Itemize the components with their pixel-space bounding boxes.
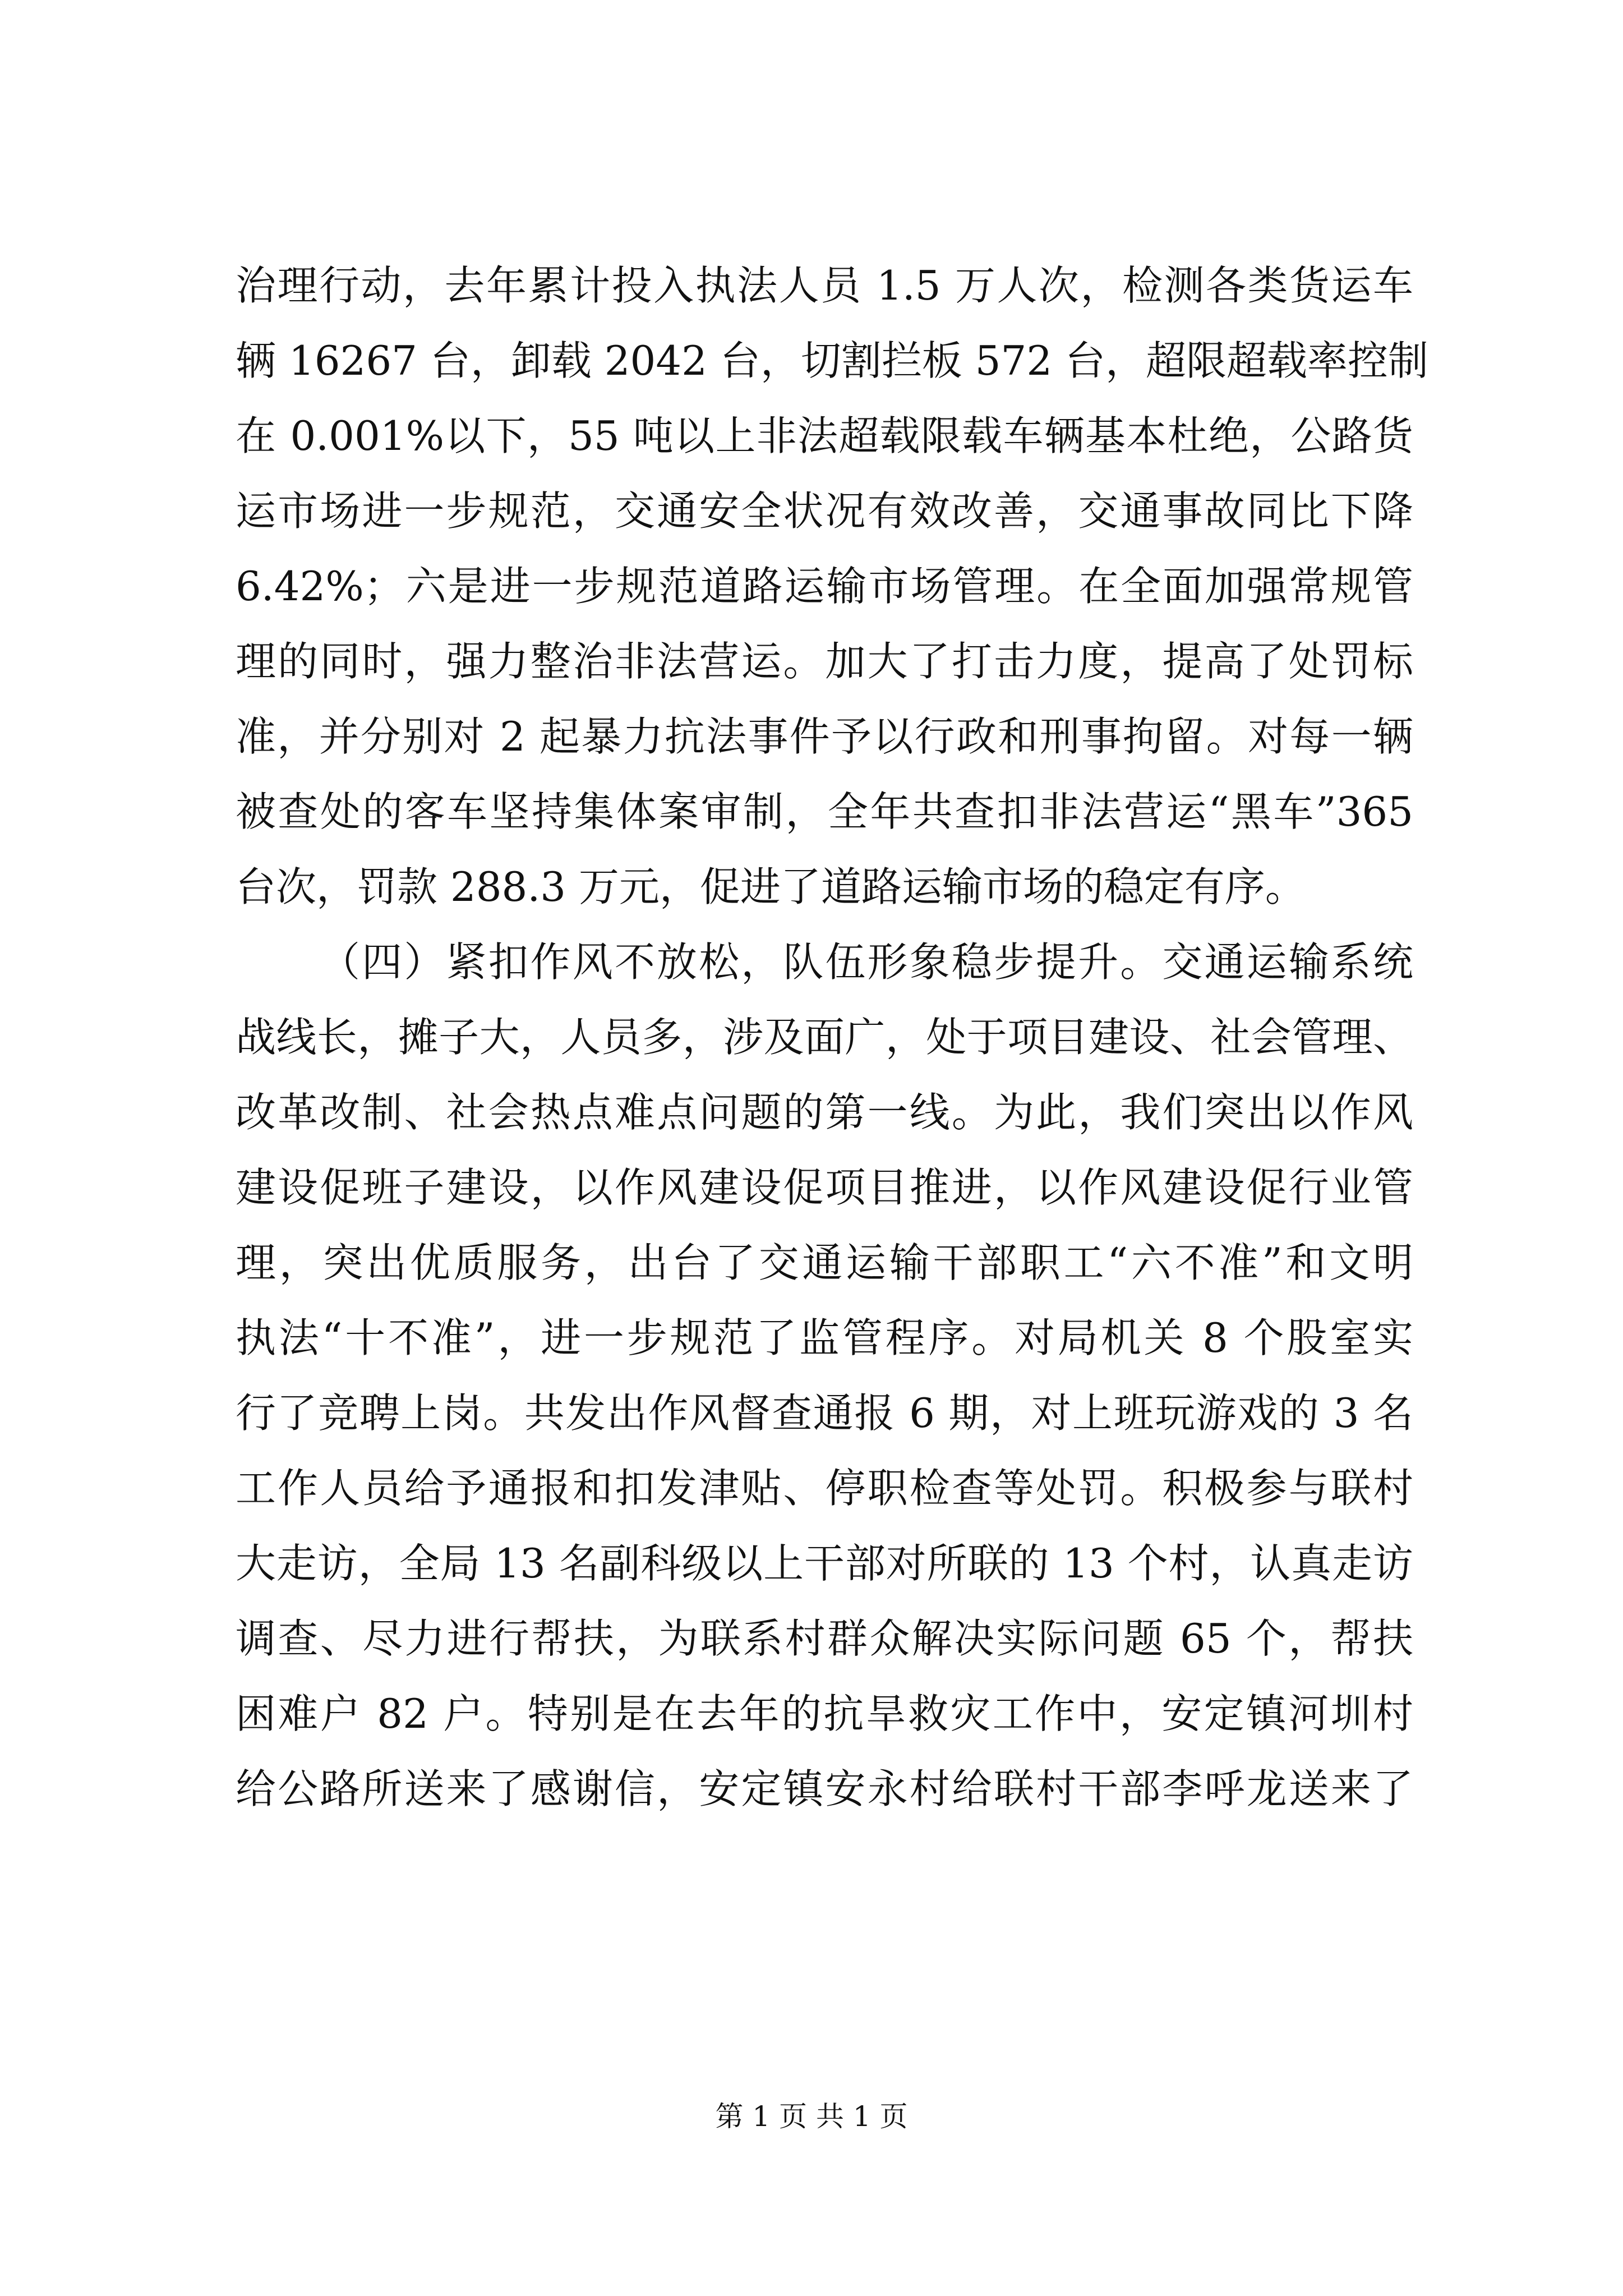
text-line: 工作人员给予通报和扣发津贴、停职检查等处罚。积极参与联村 <box>236 1465 1413 1512</box>
text-line: 准，并分别对 2 起暴力抗法事件予以行政和刑事拘留。对每一辆 <box>236 713 1413 760</box>
text-line: 在 0.001%以下，55 吨以上非法超载限载车辆基本杜绝，公路货 <box>236 412 1413 459</box>
document-body <box>236 248 1429 1826</box>
page-number-label: 第 1 页 共 1 页 <box>715 2100 908 2133</box>
text-line: 给公路所送来了感谢信，安定镇安永村给联村干部李呼龙送来了 <box>236 1765 1413 1812</box>
text-line: 改革改制、社会热点难点问题的第一线。为此，我们突出以作风 <box>236 1089 1413 1136</box>
text-line: 执法“十不准”，进一步规范了监管程序。对局机关 8 个股室实 <box>236 1314 1413 1361</box>
text-line: 大走访，全局 13 名副科级以上干部对所联的 13 个村，认真走访 <box>236 1540 1413 1587</box>
text-line: （四）紧扣作风不放松，队伍形象稳步提升。交通运输系统 <box>320 938 1413 986</box>
text-line: 调查、尽力进行帮扶，为联系村群众解决实际问题 65 个，帮扶 <box>236 1615 1413 1662</box>
text-line: 被查处的客车坚持集体案审制，全年共查扣非法营运“黑车”365 <box>236 788 1413 835</box>
text-line: 6.42%；六是进一步规范道路运输市场管理。在全面加强常规管 <box>236 563 1413 610</box>
text-line: 理的同时，强力整治非法营运。加大了打击力度，提高了处罚标 <box>236 638 1413 685</box>
text-line: 行了竞聘上岗。共发出作风督查通报 6 期，对上班玩游戏的 3 名 <box>236 1389 1413 1437</box>
page-footer <box>0 2097 1623 2136</box>
text-line: 困难户 82 户。特别是在去年的抗旱救灾工作中，安定镇河圳村 <box>236 1690 1413 1737</box>
text-line: 建设促班子建设，以作风建设促项目推进，以作风建设促行业管 <box>236 1164 1413 1211</box>
text-line: 理，突出优质服务，出台了交通运输干部职工“六不准”和文明 <box>236 1239 1413 1286</box>
text-line: 战线长，摊子大，人员多，涉及面广，处于项目建设、社会管理、 <box>236 1014 1413 1061</box>
text-line: 台次，罚款 288.3 万元，促进了道路运输市场的稳定有序。 <box>236 863 1306 910</box>
text-line: 运市场进一步规范，交通安全状况有效改善，交通事故同比下降 <box>236 487 1413 535</box>
text-line: 治理行动，去年累计投入执法人员 1.5 万人次，检测各类货运车 <box>236 262 1413 309</box>
text-line: 辆 16267 台，卸载 2042 台，切割拦板 572 台，超限超载率控制 <box>236 337 1429 384</box>
